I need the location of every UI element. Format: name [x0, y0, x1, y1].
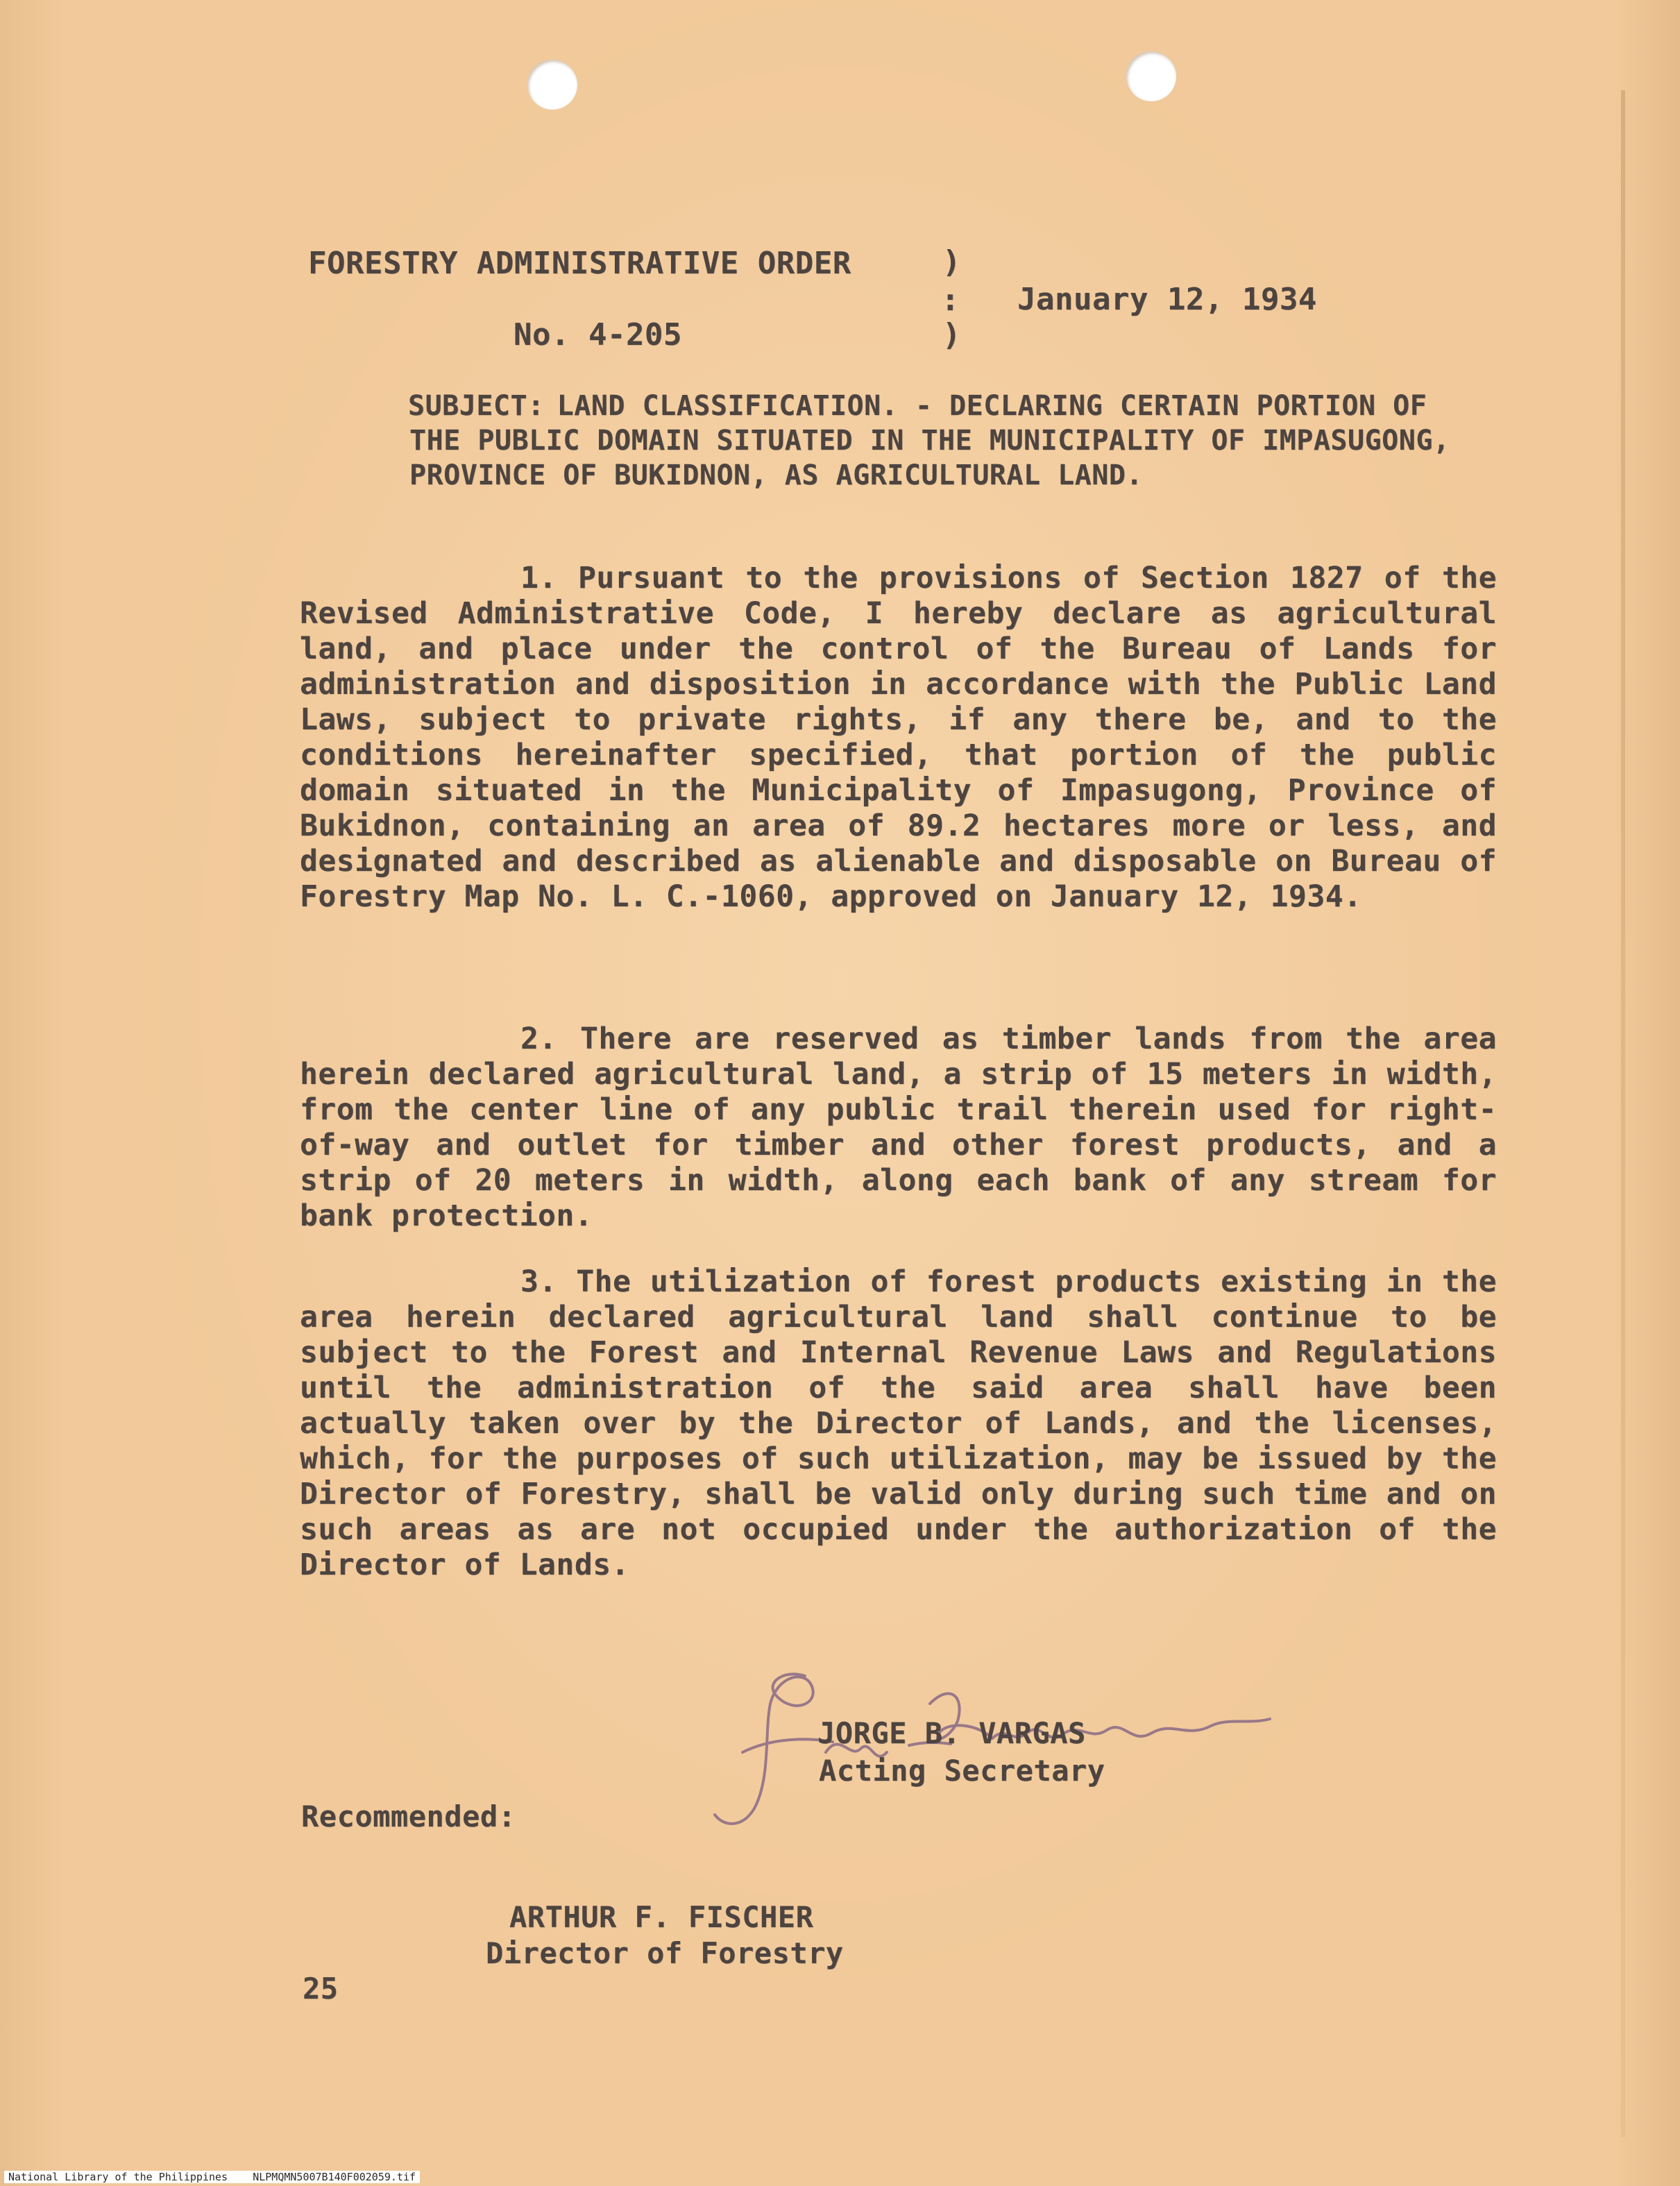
punch-hole-left: [527, 60, 577, 110]
subject-block: [409, 389, 1492, 493]
order-number: No. 4-205: [514, 317, 682, 353]
recommended-label: Recommended:: [301, 1799, 516, 1833]
paragraph-2: 2. There are reserved as timber lands from the area herein declared agricultural land, a strip of 15 meters in width, from the center line of any public trail therein used for right-of-way and outlet for timber and other forest products, and a strip of 20 meters in width, along each bank of any stream for bank protection.: [300, 1022, 1497, 1233]
subject-text: LAND CLASSIFICATION. - DECLARING CERTAIN PORTION OF THE PUBLIC DOMAIN SITUATED IN THE MUNICIPALITY OF IMPASUGONG, PROVINCE OF BUKIDNON, AS AGRICULTURAL LAND.: [409, 390, 1450, 491]
binder-edge-shadow: [1621, 90, 1625, 2137]
signatory-name: JORGE B. VARGAS: [817, 1716, 1086, 1750]
handwritten-signature: [701, 1655, 1298, 1849]
header-bracket-close: ): [942, 317, 961, 353]
order-date: January 12, 1934: [1017, 282, 1317, 317]
header-bracket-colon: :: [941, 282, 960, 318]
punch-hole-right: [1126, 51, 1176, 101]
subject-label: SUBJECT:: [408, 390, 545, 422]
signatory-title: Acting Secretary: [819, 1754, 1105, 1788]
page-number: 25: [303, 1972, 339, 2006]
paragraph-1: 1. Pursuant to the provisions of Section 1827 of the Revised Administrative Code, I hereby declare as agricultural land, and place under the control of the Bureau of Lands for administration and disposition in accordance with the Public Land Laws, subject to private rights, if any there be, and to the conditions hereinafter specified, that portion of the public domain situated in the Municipality of Impasugong, Province of Bukidnon, containing an area of 89.2 hectares more or less, and designated and described as alienable and disposable on Bureau of Forestry Map No. L. C.-1060, approved on January 12, 1934.: [300, 561, 1497, 914]
header-bracket-open: ): [942, 244, 961, 280]
archive-footer: National Library of the Philippines NLPMQMN5007B140F002059.tif: [4, 2171, 420, 2183]
recommender-title: Director of Forestry: [486, 1936, 844, 1970]
recommender-name: ARTHUR F. FISCHER: [509, 1900, 814, 1934]
paragraph-3: 3. The utilization of forest products existing in the area herein declared agricultural land shall continue to be subject to the Forest and Internal Revenue Laws and Regulations until the administration of the said area shall have been actually taken over by the Director of Lands, and the licenses, which, for the purposes of such utilization, may be issued by the Director of Forestry, shall be valid only during such time and on such areas as are not occupied under the authorization of the Director of Lands.: [300, 1264, 1497, 1582]
order-title: FORESTRY ADMINISTRATIVE ORDER: [308, 246, 851, 281]
